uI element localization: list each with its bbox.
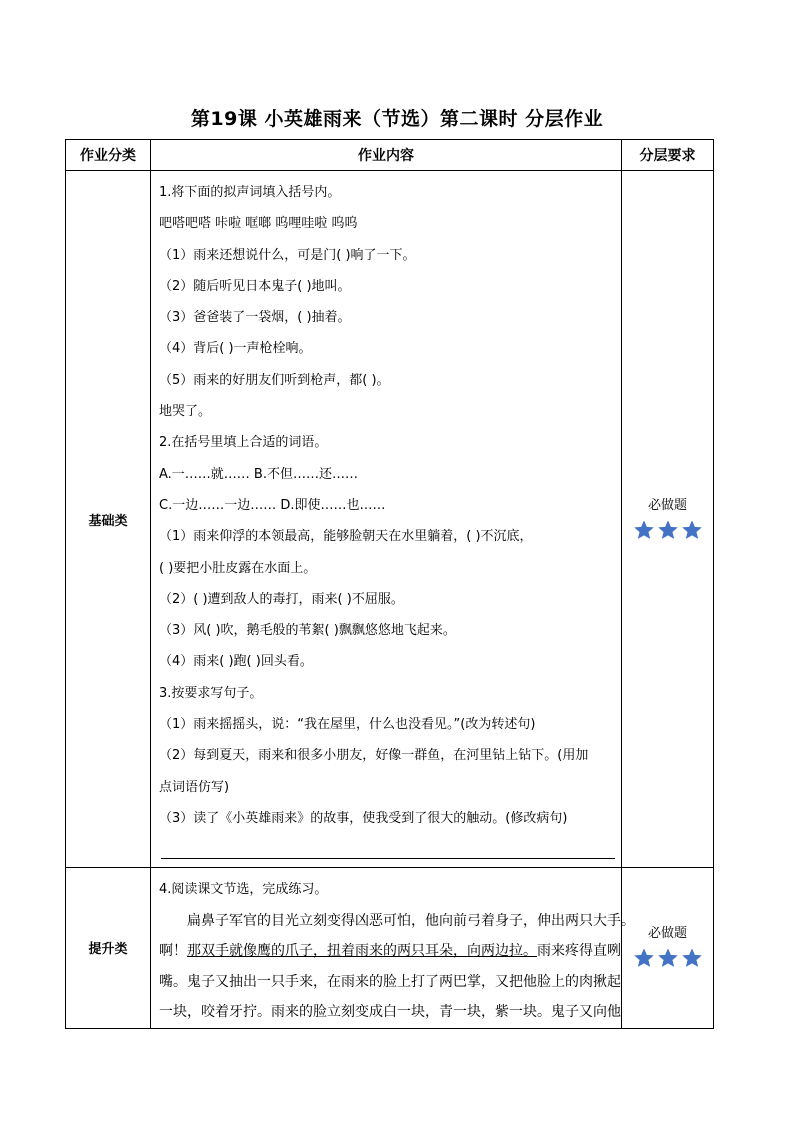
exercise-line: （4）雨来( )跑( )回头看。 (159, 654, 313, 670)
answer-line (161, 838, 615, 859)
exercise-line: 3.按要求写句子。 (159, 685, 263, 701)
exercise-line: （3）读了《小英雄雨来》的故事，使我受到了很大的触动。(修改病句) (159, 810, 568, 826)
passage-line: 扁鼻子军官的目光立刻变得凶恶可怕，他向前弓着身子，伸出两只大手。 (187, 912, 635, 929)
exercise-line: （2）每到夏天，雨来和很多小朋友，好像一群鱼，在河里钻上钻下。(用加 (159, 748, 589, 764)
star-icon (633, 519, 655, 541)
advanced-category: 提升类 (66, 868, 151, 1028)
basic-requirement: 必做题 (647, 497, 687, 513)
star-icon (657, 947, 679, 969)
exercise-line: C.一边……一边…… D.即使……也…… (159, 497, 386, 513)
difficulty-stars (633, 519, 703, 541)
basic-row (66, 171, 714, 868)
passage-line: 嘴。鬼子又抽出一只手来，在雨来的脸上打了两巴掌，又把他脸上的肉揪起 (159, 973, 621, 990)
advanced-requirement-cell (622, 868, 714, 1028)
homework-table (65, 139, 714, 1029)
exercise-line: 点词语仿写) (159, 779, 230, 795)
exercise-line: 2.在括号里填上合适的词语。 (159, 435, 328, 451)
exercise-line: （1）雨来摇摇头，说：“我在屋里，什么也没看见。”(改为转述句) (159, 717, 536, 733)
star-icon (633, 947, 655, 969)
exercise-line: （3）爸爸装了一袋烟，( )抽着。 (159, 310, 351, 326)
basic-category: 基础类 (66, 171, 151, 868)
passage-line (159, 936, 621, 967)
star-icon (681, 519, 703, 541)
star-icon (681, 947, 703, 969)
advanced-row (66, 868, 714, 1028)
exercise-line: A.一……就…… B.不但……还…… (159, 466, 358, 482)
advanced-content (151, 868, 635, 1028)
header-content: 作业内容 (151, 140, 622, 171)
exercise-line: （5）雨来的好朋友们听到枪声，都( )。 (159, 372, 390, 388)
difficulty-stars (633, 947, 703, 969)
exercise-line: ( )要把小肚皮露在水面上。 (159, 560, 317, 576)
passage-text: 雨来疼得直咧 (537, 943, 621, 960)
exercise-line: （4）背后( )一声枪栓响。 (159, 341, 312, 357)
exercise-heading: 4.阅读课文节选，完成练习。 (159, 882, 328, 898)
basic-content (151, 171, 622, 868)
page-title: 第19课 小英雄雨来（节选）第二课时 分层作业 (190, 108, 604, 130)
exercise-line: 地哭了。 (159, 404, 212, 420)
star-icon (657, 519, 679, 541)
advanced-requirement: 必做题 (647, 926, 687, 942)
exercise-line: 吧嗒吧嗒 咔啦 哐啷 呜哩哇啦 呜呜 (159, 216, 358, 232)
passage-line: 一块，咬着牙拧。雨来的脸立刻变成白一块，青一块，紫一块。鬼子又向他 (159, 1004, 621, 1021)
header-requirement: 分层要求 (622, 140, 714, 171)
exercise-line: （1）雨来还想说什么，可是门( )响了一下。 (159, 247, 416, 263)
exercise-line: 1.将下面的拟声词填入括号内。 (159, 185, 341, 200)
header-category: 作业分类 (66, 140, 151, 171)
exercise-line: （2）随后听见日本鬼子( )地叫。 (159, 278, 351, 294)
header-row (66, 140, 714, 171)
exercise-line: （2）( )遭到敌人的毒打，雨来( )不屈服。 (159, 591, 404, 607)
basic-requirement-cell (622, 171, 714, 868)
passage-text: 啊！ (159, 943, 187, 960)
exercise-line: （3）风( )吹，鹅毛般的苇絮( )飘飘悠悠地飞起来。 (159, 623, 456, 639)
underlined-sentence: 那双手就像鹰的爪子，扭着雨来的两只耳朵，向两边拉。 (187, 943, 537, 960)
exercise-line: （1）雨来仰浮的本领最高，能够脸朝天在水里躺着，( )不沉底， (159, 529, 533, 545)
